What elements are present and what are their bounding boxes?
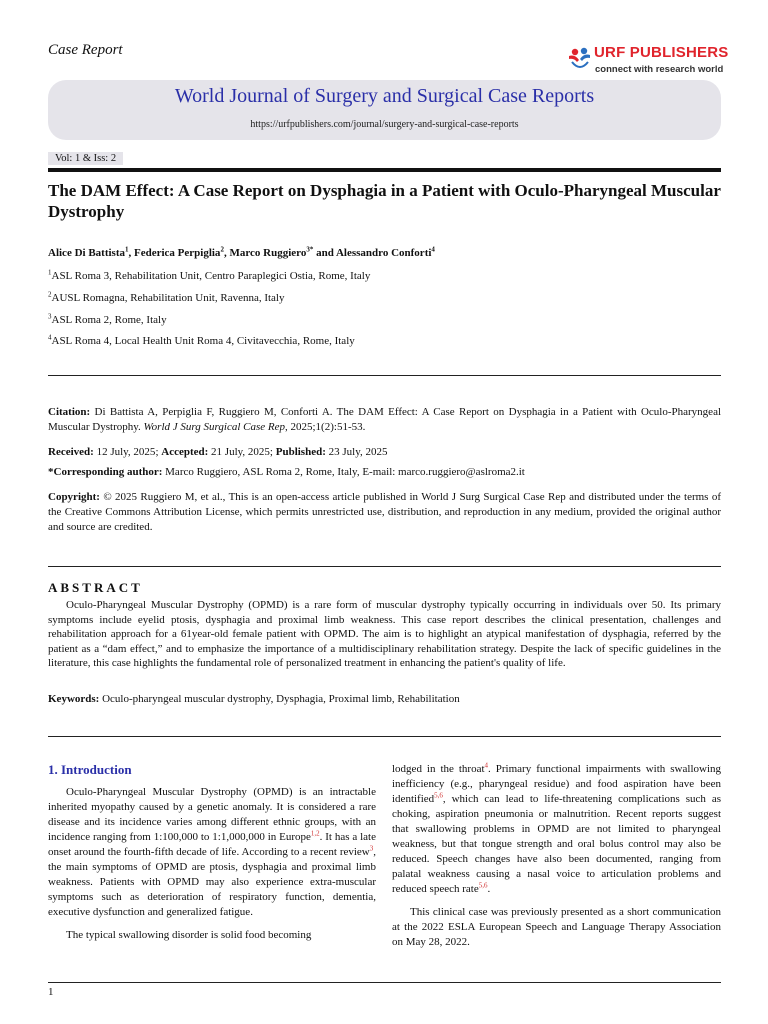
affiliation-4 — [48, 335, 355, 347]
affiliation-3 — [48, 314, 167, 326]
author-sup: 1 — [124, 245, 129, 254]
citation-tail: , 2025;1(2):51-53. — [285, 421, 366, 433]
author-sup: 2 — [220, 245, 224, 254]
text-run: . Primary functional impairments with swallowing inefficiency (e.g., pharyngeal residue) and food aspiration have been identified — [392, 763, 721, 805]
article-title: The DAM Effect: A Case Report on Dysphagia in a Patient with Oculo-Pharyngeal Muscular Dystrophy — [48, 181, 721, 221]
paragraph — [392, 762, 721, 897]
reference-link[interactable]: 3 — [369, 844, 374, 853]
text-run: , which can lead to life-threatening complications such as choking, aspiration pneumonia or malnutrition. Recent reports suggest that swallowing problems in OPMD are not limited to pharyngeal weakness, but that tongue strength and oral bolus control may also be reduced. Speech changes have also been documented, ranging from palatal weakness causing a nasal voice to articulation problems and reduced speech rate — [392, 793, 721, 895]
footer-divider — [48, 982, 721, 983]
left-column — [48, 785, 376, 951]
author-sup: 4 — [431, 245, 435, 254]
text-run: Oculo-Pharyngeal Muscular Dystrophy (OPMD) is an intractable inherited myopathy caused by a genetic anomaly. It is considered a rare disease and its incidence varies among different ethnic groups, with an incidence ranging from 1:100,000 to 1:1,000,000 in Europe — [48, 786, 376, 843]
affiliation-text: AUSL Romagna, Rehabilitation Unit, Ravenna, Italy — [51, 292, 285, 304]
affiliation-sup: 3 — [48, 312, 52, 321]
reference-link[interactable]: 5,6 — [478, 881, 488, 890]
reference-link[interactable]: 4 — [484, 761, 489, 770]
journal-url-link[interactable]: https://urfpublishers.com/journal/surgery-and-surgical-case-reports — [250, 119, 519, 130]
volume-badge: Vol: 1 & Iss: 2 — [48, 152, 123, 165]
dates-line: Received: 12 July, 2025; Accepted: 21 July, 2025; Published: 23 July, 2025 — [48, 446, 388, 458]
publisher-logo-icon — [566, 44, 594, 74]
affiliation-sup: 2 — [48, 290, 52, 299]
abstract-heading: ABSTRACT — [48, 580, 143, 595]
section-divider — [48, 736, 721, 737]
citation-label: Citation: — [48, 406, 91, 418]
keywords-label: Keywords: — [48, 693, 100, 705]
author-list — [48, 247, 435, 259]
citation — [48, 405, 721, 435]
author-separator: , — [128, 247, 134, 259]
published-label: Published: — [275, 446, 326, 458]
publisher-name: URF PUBLISHERS — [594, 44, 729, 61]
journal-title: World Journal of Surgery and Surgical Case Reports — [174, 85, 595, 107]
copyright — [48, 490, 721, 535]
citation-journal: World J Surg Surgical Case Rep — [143, 421, 285, 433]
paragraph: This clinical case was previously presented as a short communication at the 2022 ESLA European Speech and Language Therapy Association on May 28, 2022. — [392, 906, 721, 948]
text-run: lodged in the throat — [392, 763, 485, 775]
text-run: . It has a late onset around the fourth-fifth decade of life. According to a recent review — [48, 831, 376, 858]
abstract-text: Oculo-Pharyngeal Muscular Dystrophy (OPMD) is a rare form of muscular dystrophy typically occurring in individuals over 50. Its primary symptoms include eyelid ptosis, dysphagia and proximal limb weakness. This case report describes the clinical presentation, challenges and rehabilitation approach for a 61year-old female patient with OPMD. The aim is to highlight an atypical manifestation of dysphagia, referred by the patient as a “dam effect,” and to emphasize the importance of a multidisciplinary rehabilitation strategy. Despite the lack of specific guidelines in the literature, this case highlights the fundamental role of personalized treatment in enhancing the patient's quality of life. — [48, 599, 721, 669]
author-name: Federica Perpiglia — [133, 247, 221, 259]
paragraph — [48, 785, 376, 920]
case-report-label: Case Report — [48, 42, 123, 58]
publisher-logo[interactable] — [566, 44, 729, 78]
author-sup: 3* — [306, 245, 314, 254]
corresponding-author — [48, 465, 721, 480]
affiliation-2 — [48, 292, 285, 304]
affiliation-text: ASL Roma 4, Local Health Unit Roma 4, Civitavecchia, Rome, Italy — [51, 335, 355, 347]
copyright-text: © 2025 Ruggiero M, et al., This is an open-access article published in World J Surg Surgical Case Rep and distributed under the terms of the Creative Commons Attribution License, which permits unrestricted use, distribution, and reproduction in any medium, provided the original author and source are credited. — [48, 491, 721, 533]
author-separator: and — [313, 247, 336, 259]
keywords — [48, 692, 721, 707]
journal-banner — [48, 80, 721, 140]
right-column — [392, 762, 721, 958]
copyright-label: Copyright: — [48, 491, 100, 503]
introduction-heading: 1. Introduction — [48, 762, 132, 777]
author-name: Alessandro Conforti — [335, 247, 432, 259]
affiliation-sup: 1 — [48, 268, 52, 277]
affiliation-text: ASL Roma 3, Rehabilitation Unit, Centro Paraplegici Ostia, Rome, Italy — [51, 270, 371, 282]
keywords-text: Oculo-pharyngeal muscular dystrophy, Dysphagia, Proximal limb, Rehabilitation — [102, 693, 460, 705]
header-divider — [48, 168, 721, 172]
paragraph: The typical swallowing disorder is solid food becoming — [66, 929, 312, 941]
accepted-label: Accepted: — [161, 446, 209, 458]
accepted-date: 21 July, 2025 — [211, 446, 270, 458]
corresponding-label: *Corresponding author: — [48, 466, 163, 478]
text-run: . — [487, 883, 491, 895]
section-divider — [48, 375, 721, 376]
reference-link[interactable]: 1,2 — [310, 829, 320, 838]
received-label: Received: — [48, 446, 94, 458]
page-number: 1 — [48, 986, 54, 998]
published-date: 23 July, 2025 — [328, 446, 388, 458]
author-name: Alice Di Battista — [48, 247, 125, 259]
affiliation-sup: 4 — [48, 333, 52, 342]
affiliation-text: ASL Roma 2, Rome, Italy — [51, 314, 167, 326]
received-date: 12 July, 2025 — [96, 446, 156, 458]
publisher-tagline: connect with research world — [595, 64, 724, 75]
author-separator: , — [223, 247, 230, 259]
reference-link[interactable]: 5,6 — [434, 791, 443, 800]
author-name: Marco Ruggiero — [229, 247, 307, 259]
citation-text: Di Battista A, Perpiglia F, Ruggiero M, Conforti A. The DAM Effect: A Case Report on Dysphagia in a Patient with Oculo-Pharyngeal Muscular Dystrophy. — [48, 406, 722, 433]
corresponding-text[interactable]: Marco Ruggiero, ASL Roma 2, Rome, Italy, E-mail: marco.ruggiero@aslroma2.it — [165, 466, 525, 478]
text-run: , the main symptoms of OPMD are ptosis, dysphagia and proximal limb weakness. Patients with OPMD may also experience extra-muscular symptoms such as deterioration of respiratory function, dementia, executive dysfunction and generalized fatigue. — [48, 846, 376, 918]
affiliation-1 — [48, 270, 370, 282]
section-divider — [48, 566, 721, 567]
